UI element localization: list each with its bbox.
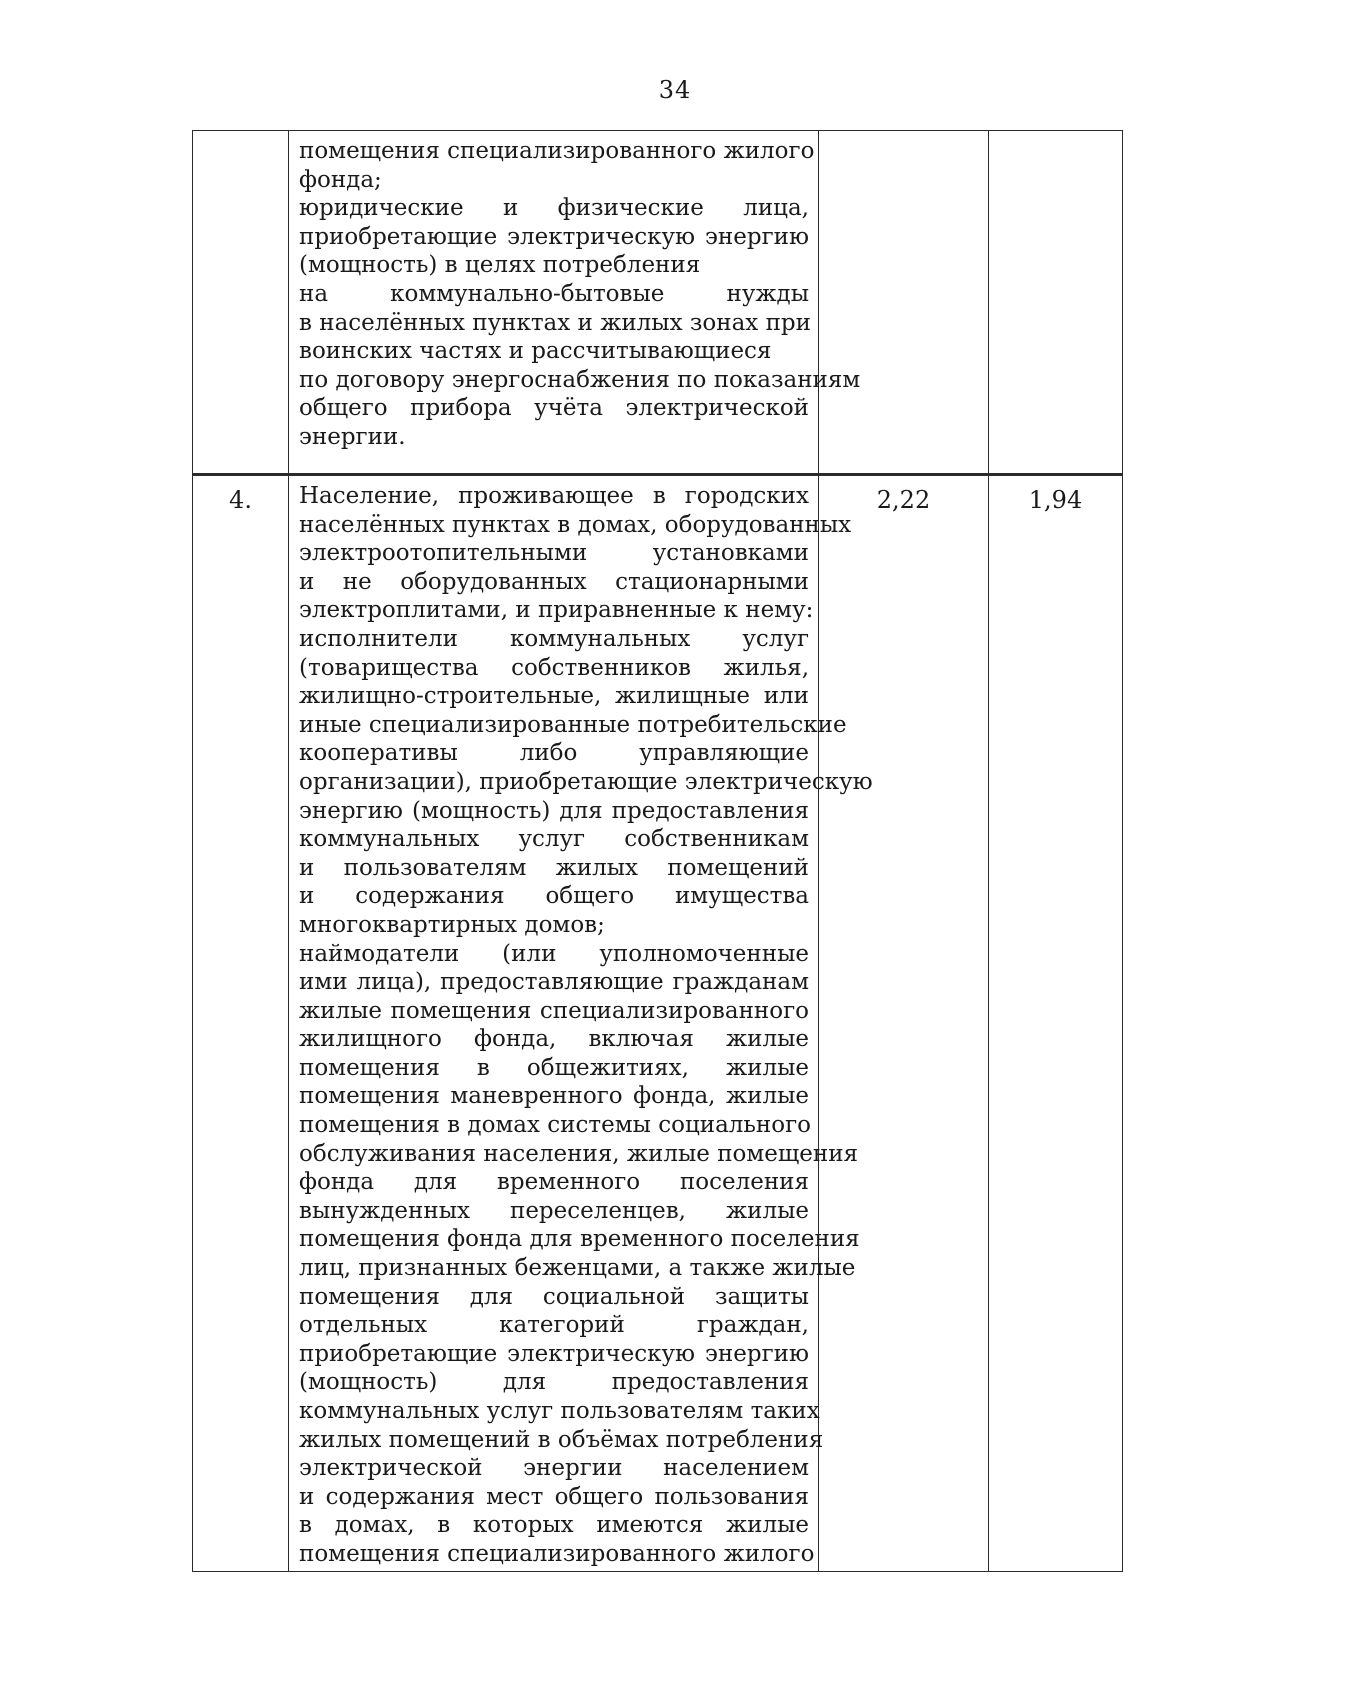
description-line: ими лица), предоставляющие гражданам [299, 969, 809, 996]
tariff-value-1-cell [819, 131, 989, 475]
description-line: жилых помещений в объёмах потребления [299, 1426, 824, 1453]
description-line: помещения маневренного фонда, жилые [299, 1083, 809, 1110]
description-line: по договору энергоснабжения по показаниям [299, 366, 861, 393]
tariff-value-1-cell: 2,22 [819, 475, 989, 1572]
description-line: (мощность) в целях потребления [299, 252, 701, 279]
description-line: отдельных категорий граждан, [299, 1312, 809, 1339]
description-line: коммунальных услуг пользователям таких [299, 1398, 820, 1424]
description-line: электроотопительными установками [299, 540, 809, 567]
page-number: 34 [658, 76, 692, 104]
description-line: фонда; [299, 166, 382, 193]
category-description-cell [289, 131, 861, 475]
description-line: коммунальных услуг собственникам [299, 826, 809, 853]
description-line: энергию (мощность) для предоставления [299, 797, 809, 824]
category-description-cell [289, 475, 873, 1572]
row-number-cell: 4. [193, 475, 289, 1572]
description-line: воинских частях и рассчитывающиеся [299, 338, 772, 365]
description-line: жилые помещения специализированного [299, 997, 809, 1024]
description-line: организации), приобретающие электрическую [299, 768, 873, 795]
description-line: вынужденных переселенцев, жилые [299, 1197, 809, 1224]
table-row [193, 131, 1123, 475]
description-line: в населённых пунктах и жилых зонах при [299, 309, 811, 336]
tariff-value-2-cell [989, 131, 1123, 475]
description-line: (товарищества собственников жилья, [299, 654, 809, 681]
description-line: на коммунально-бытовые нужды [299, 280, 809, 307]
description-line: Население, проживающее в городских [299, 483, 809, 509]
description-line: населённых пунктах в домах, оборудованных [299, 511, 852, 538]
description-line: помещения в домах системы социального [299, 1112, 812, 1139]
description-line: помещения специализированного жилого [299, 138, 815, 164]
description-line: энергии. [299, 423, 406, 450]
description-line: общего прибора учёта электрической [299, 395, 809, 422]
row-number-cell [193, 131, 289, 475]
description-line: (мощность) для предоставления [299, 1369, 809, 1396]
description-line: электроплитами, и приравненные к нему: [299, 597, 814, 624]
description-line: иные специализированные потребительские [299, 711, 847, 738]
tariff-value-2-cell: 1,94 [989, 475, 1123, 1572]
description-line: и пользователям жилых помещений [299, 854, 809, 881]
description-line: помещения фонда для временного поселения [299, 1226, 860, 1253]
description-line: наймодатели (или уполномоченные [299, 940, 809, 967]
description-line: помещения для социальной защиты [299, 1283, 809, 1310]
description-line: обслуживания населения, жилые помещения [299, 1140, 859, 1167]
description-line: многоквартирных домов; [299, 911, 605, 938]
description-line: помещения в общежитиях, жилые [299, 1054, 809, 1081]
tariff-table [192, 130, 1123, 1572]
description-line: и содержания мест общего пользования [299, 1483, 809, 1510]
description-line: в домах, в которых имеются жилые [299, 1512, 809, 1539]
description-line: помещения специализированного жилого [299, 1540, 815, 1567]
description-line: юридические и физические лица, [299, 195, 809, 222]
tariff-table-container [192, 130, 1122, 1572]
description-line: и содержания общего имущества [299, 883, 809, 910]
description-line: фонда для временного поселения [299, 1169, 809, 1196]
description-line: и не оборудованных стационарными [299, 568, 809, 595]
description-line: исполнители коммунальных услуг [299, 625, 809, 652]
description-line: лиц, признанных беженцами, а также жилые [299, 1255, 856, 1282]
table-row [193, 475, 1123, 1572]
description-line: электрической энергии населением [299, 1455, 809, 1482]
description-line: приобретающие электрическую энергию [299, 223, 809, 250]
description-line: кооперативы либо управляющие [299, 740, 809, 767]
description-line: жилищно-строительные, жилищные или [299, 683, 809, 710]
description-line: приобретающие электрическую энергию [299, 1340, 809, 1367]
description-line: жилищного фонда, включая жилые [299, 1026, 809, 1053]
